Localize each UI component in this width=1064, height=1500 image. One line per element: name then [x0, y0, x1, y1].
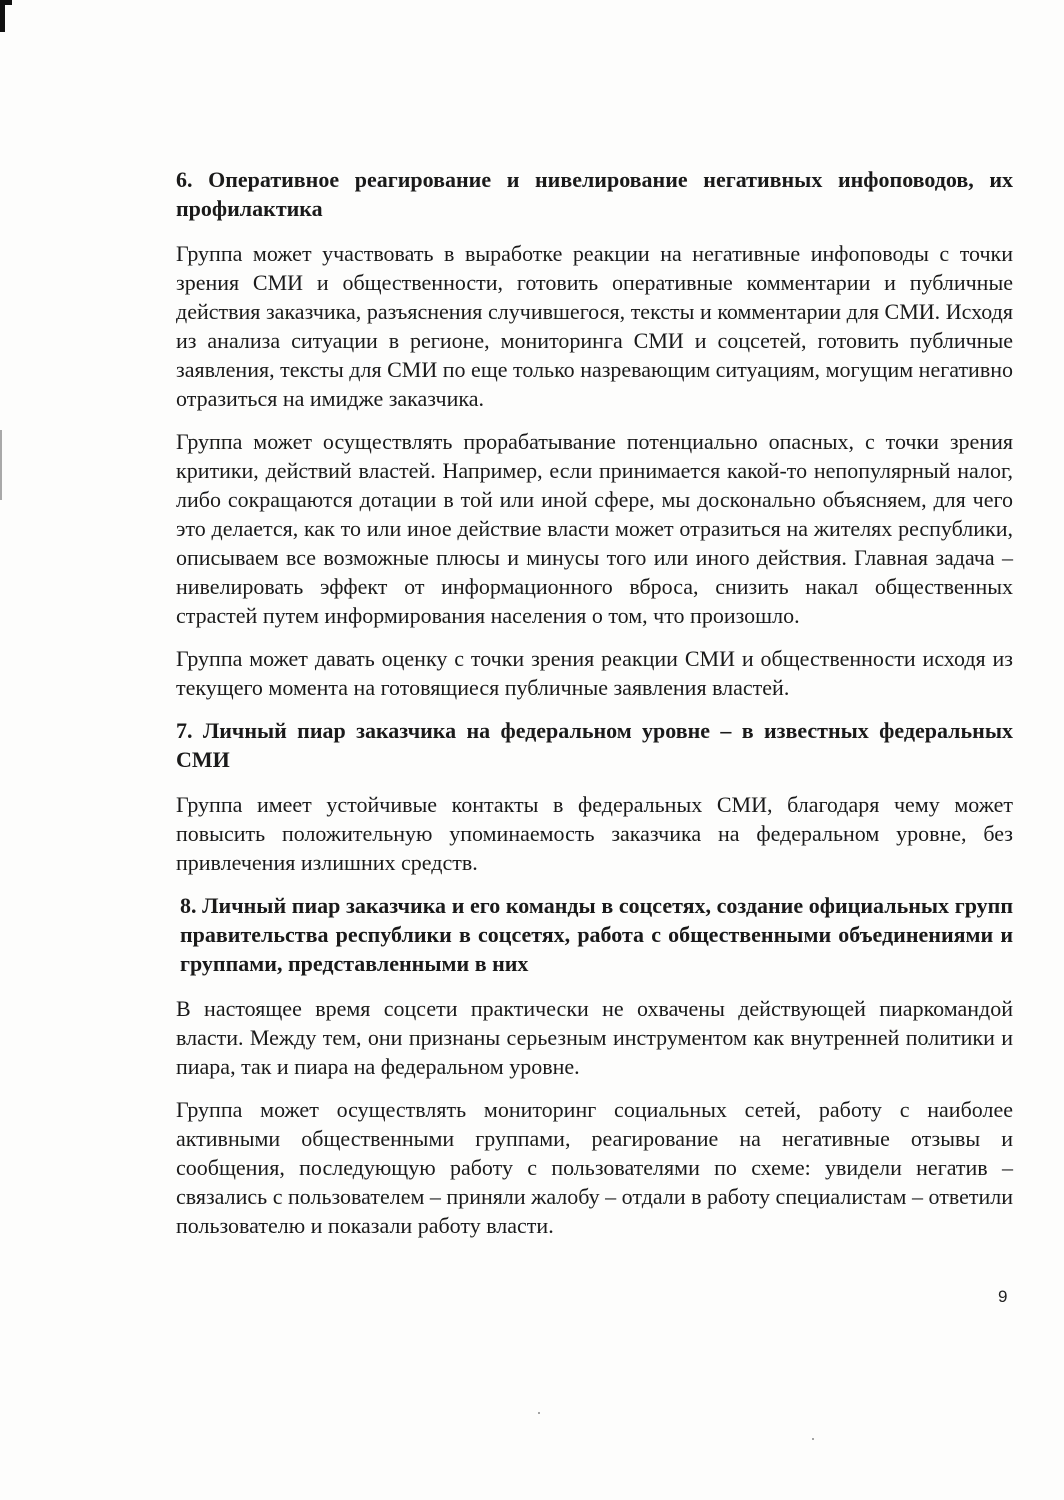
paragraph: В настоящее время соцсети практически не охвачены действующей пиаркомандой власти. Между тем, они признаны серьезным инструментом как внутренней политики и пиара, так и пиара на федеральном уровне. — [176, 996, 1013, 1079]
page-content — [176, 165, 1013, 1254]
scan-speck — [538, 1412, 540, 1414]
scan-corner-mark — [0, 0, 12, 32]
section-7 — [176, 716, 1013, 877]
paragraph: Группа имеет устойчивые контакты в федеральных СМИ, благодаря чему может повысить положительную упоминаемость заказчика на федеральном уровне, без привлечения излишних средств. — [176, 792, 1013, 875]
paragraph: Группа может давать оценку с точки зрения реакции СМИ и общественности исходя из текущего момента на готовящиеся публичные заявления властей. — [176, 646, 1013, 700]
page-number: 9 — [998, 1287, 1008, 1306]
section-heading: 8. Личный пиар заказчика и его команды в соцсетях, создание официальных групп правительства республики в соцсетях, работа с общественными объединениями и группами, представленными в них — [180, 893, 1013, 976]
section-heading: 6. Оперативное реагирование и нивелирование негативных инфоповодов, их профилактика — [176, 167, 1013, 221]
section-6 — [176, 165, 1013, 702]
section-8 — [176, 891, 1013, 1240]
paragraph: Группа может осуществлять прорабатывание потенциально опасных, с точки зрения критики, действий властей. Например, если принимается какой-то непопулярный налог, либо сокращаются дотации в той или иной сфере, мы досконально объясняем, для чего это делается, как то или иное действие власти может отразиться на жителях республики, описываем все возможные плюсы и минусы того или иного действия. Главная задача – нивелировать эффект от информационного вброса, снизить накал общественных страстей путем информирования населения о том, что произошло. — [176, 429, 1013, 628]
paragraph: Группа может осуществлять мониторинг социальных сетей, работу с наиболее активными общественными группами, реагирование на негативные отзывы и сообщения, последующую работу с пользователями по схеме: увидели негатив – связались с пользователем – приняли жалобу – отдали в работу специалистам – ответили пользователю и показали работу власти. — [176, 1097, 1013, 1238]
scan-edge-mark — [0, 430, 2, 500]
scan-speck — [812, 1438, 814, 1440]
section-heading: 7. Личный пиар заказчика на федеральном уровне – в известных федеральных СМИ — [176, 718, 1013, 772]
paragraph: Группа может участвовать в выработке реакции на негативные инфоповоды с точки зрения СМИ и общественности, готовить оперативные комментарии и публичные действия заказчика, разъяснения случившегося, тексты и комментарии для СМИ. Исходя из анализа ситуации в регионе, мониторинга СМИ и соцсетей, готовить публичные заявления, тексты для СМИ по еще только назревающим ситуациям, могущим негативно отразиться на имидже заказчика. — [176, 241, 1013, 411]
